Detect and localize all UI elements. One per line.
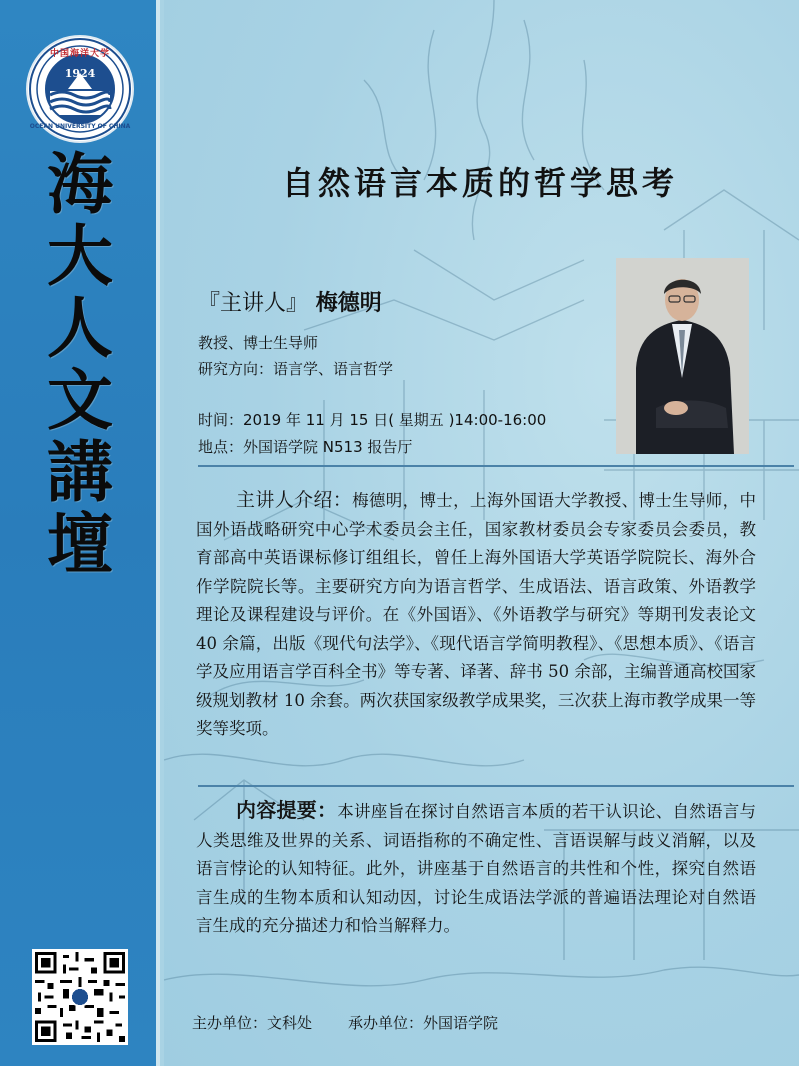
logo-top-text: 中国海洋大学 <box>49 49 110 59</box>
bio-lead: 主讲人介绍： <box>236 489 353 511</box>
series-title-char: 大 <box>47 217 113 295</box>
lecture-title: 自然语言本质的哲学思考 <box>281 164 678 202</box>
speaker-heading <box>198 286 382 317</box>
divider-bottom <box>198 785 794 787</box>
speaker-label: 『主讲人』 <box>198 291 309 316</box>
series-title-char: 壇 <box>47 505 113 583</box>
speaker-name: 梅德明 <box>315 291 382 316</box>
series-title <box>28 145 132 583</box>
speaker-bio <box>196 486 756 744</box>
organizer-unit: 主办单位：文科处 <box>192 1014 313 1032</box>
lecture-place: 地点：外国语学院 N513 报告厅 <box>198 438 413 456</box>
sidebar-band <box>0 0 160 1066</box>
university-logo <box>28 37 132 141</box>
organizers <box>192 1012 498 1033</box>
logo-year: 1924 <box>64 67 96 80</box>
summary-lead: 内容提要： <box>236 798 338 822</box>
speaker-photo <box>616 258 749 454</box>
series-title-char: 文 <box>47 361 113 439</box>
summary-text: 本讲座旨在探讨自然语言本质的若干认识论、自然语言与人类思维及世界的关系、词语指称的不确定性、言语误解与歧义消解，以及语言悖论的认知特征。此外，讲座基于自然语言的共性和个性，探究自然语言生成的生物本质和认知动因，讨论生成语法学派的普遍语法理论对自然语言生成的充分描述力和恰当解释力。 <box>196 802 757 935</box>
host-unit: 承办单位：外国语学院 <box>348 1014 499 1032</box>
main-panel <box>164 0 799 1066</box>
series-title-char: 海 <box>47 145 113 223</box>
bio-text: 梅德明，博士，上海外国语大学教授、博士生导师，中国外语战略研究中心学术委员会主任，国家教材委员会专家委员会委员，教育部高中英语课标修订组组长，曾任上海外国语大学英语学院院长、海外合作学院院长等。主要研究方向为语言哲学、生成语法、语言政策、外语教学理论及课程建设与评价。在《外国语》、《外语教学与研究》等期刊发表论文 40 余篇，出版《现代句法学》、《现代语言学简明教程》、《思想本质》、《语言学及应用语言学百科全书》等专著、译著、辞书 50 余部，主编普通高校国家级规划教材 10 余套。两次获国家级教学成果奖，三次获上海市教学成果一等奖等奖项。 <box>196 491 756 738</box>
series-title-char: 人 <box>47 289 113 367</box>
logo-ring-text: OCEAN UNIVERSITY OF CHINA <box>29 123 131 130</box>
series-title-char: 講 <box>47 433 113 511</box>
speaker-research: 研究方向：语言学、语言哲学 <box>198 360 394 378</box>
content-summary <box>196 796 756 941</box>
divider-top <box>198 465 794 467</box>
speaker-position: 教授、博士生导师 <box>198 334 319 352</box>
qr-code[interactable] <box>32 949 128 1045</box>
lecture-time: 时间：2019 年 11 月 15 日( 星期五 )14:00-16:00 <box>198 411 547 429</box>
